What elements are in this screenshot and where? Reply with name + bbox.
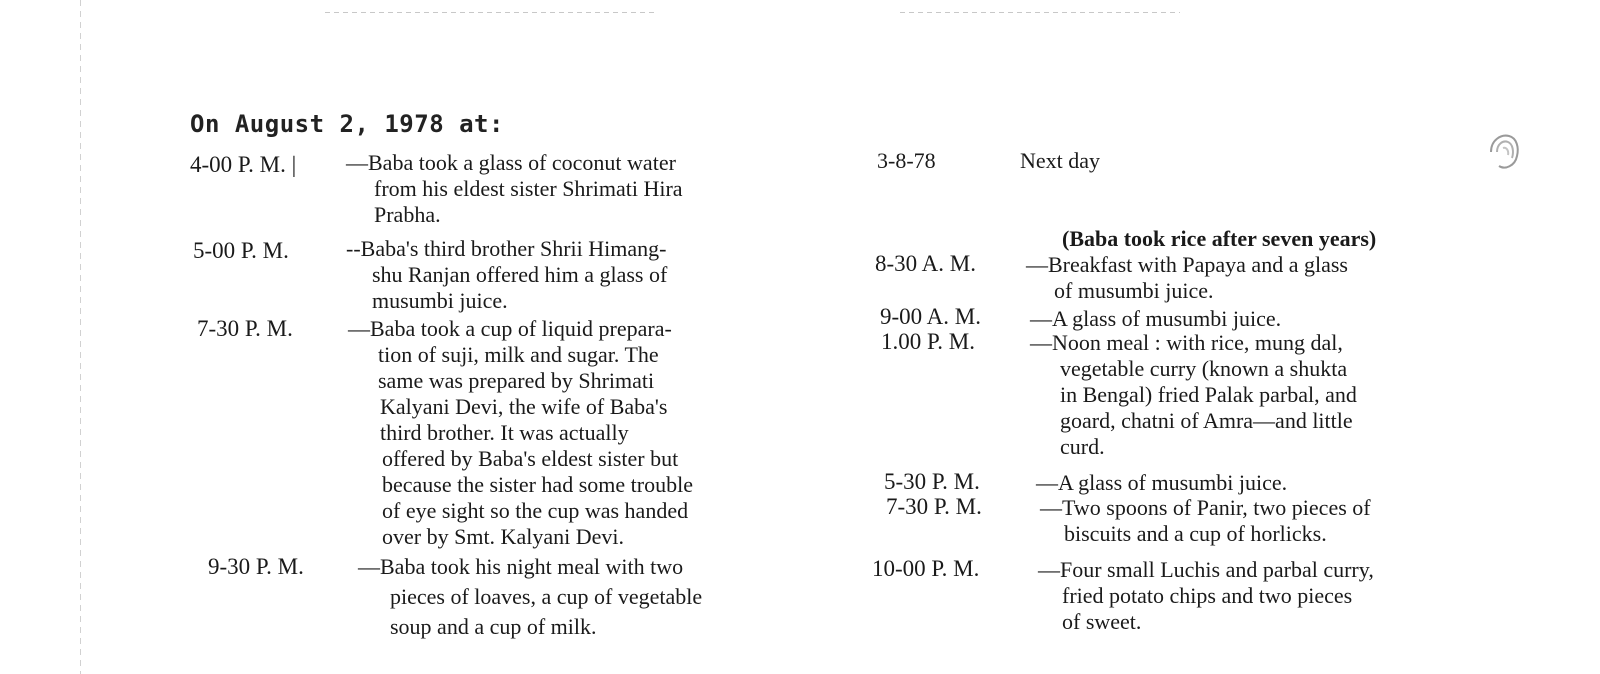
entry-line: —Breakfast with Papaya and a glass	[1026, 252, 1348, 277]
entry-line: Prabha.	[374, 202, 441, 227]
entry-line: —Baba took a glass of coconut water	[346, 150, 676, 175]
entry-text	[1030, 330, 1357, 460]
entry-line: of musumbi juice.	[1054, 278, 1214, 303]
rice-note: (Baba took rice after seven years)	[1062, 226, 1377, 251]
next-day-label: Next day	[1020, 148, 1101, 173]
entry-line: in Bengal) fried Palak parbal, and	[1060, 382, 1357, 407]
entry-line: same was prepared by Shrimati	[378, 368, 655, 393]
entry-text	[1030, 306, 1281, 332]
entry-text	[1036, 470, 1287, 496]
entry-line: —A glass of musumbi juice.	[1036, 470, 1288, 495]
entry-line: fried potato chips and two pieces	[1062, 583, 1353, 608]
entry-line: third brother. It was actually	[380, 420, 629, 445]
entry-line: —Baba took his night meal with two	[358, 554, 684, 579]
entry-line: of eye sight so the cup was handed	[382, 498, 689, 523]
entry-line: of sweet.	[1062, 609, 1142, 634]
entry-text	[358, 552, 702, 642]
entry-text	[1040, 495, 1371, 547]
entry-line: goard, chatni of Amra—and little	[1060, 408, 1353, 433]
entry-time: 5-30 P. M.	[884, 469, 980, 494]
entry-line: vegetable curry (known a shukta	[1060, 356, 1348, 381]
date-label: 3-8-78	[877, 148, 936, 173]
entry-line: —Noon meal : with rice, mung dal,	[1030, 330, 1343, 355]
scan-margin-line	[80, 0, 81, 674]
entry-time: 7-30 P. M.	[886, 494, 982, 519]
entry-time: 9-30 P. M.	[208, 554, 304, 579]
entry-line: curd.	[1060, 434, 1105, 459]
entry-line: because the sister had some trouble	[382, 472, 693, 497]
entry-time: 10-00 P. M.	[872, 556, 980, 581]
entry-time: 7-30 P. M.	[197, 316, 293, 341]
entry-line: —Baba took a cup of liquid prepara-	[348, 316, 672, 341]
entry-line: soup and a cup of milk.	[390, 614, 597, 639]
entry-line: musumbi juice.	[372, 288, 508, 313]
entry-line: tion of suji, milk and sugar. The	[378, 342, 659, 367]
punch-hole-icon	[1487, 132, 1521, 172]
scan-top-line	[900, 12, 1180, 13]
entry-line: offered by Baba's eldest sister but	[382, 446, 679, 471]
entry-line: —A glass of musumbi juice.	[1030, 306, 1282, 331]
entry-line: from his eldest sister Shrimati Hira	[374, 176, 683, 201]
entry-text	[346, 150, 683, 228]
entry-text	[1038, 557, 1374, 635]
entry-line: —Two spoons of Panir, two pieces of	[1040, 495, 1371, 520]
entry-text	[1026, 252, 1348, 304]
entry-time: 9-00 A. M.	[880, 304, 981, 329]
scan-top-line	[325, 12, 655, 13]
entry-line: Kalyani Devi, the wife of Baba's	[380, 394, 668, 419]
entry-time: 4-00 P. M. |	[190, 152, 297, 177]
entry-line: shu Ranjan offered him a glass of	[372, 262, 668, 287]
entry-text	[346, 236, 667, 314]
page-heading: On August 2, 1978 at:	[190, 110, 504, 138]
entry-line: biscuits and a cup of horlicks.	[1064, 521, 1327, 546]
entry-time: 5-00 P. M.	[193, 238, 289, 263]
entry-line: --Baba's third brother Shrii Himang-	[346, 236, 667, 261]
entry-time: 1.00 P. M.	[881, 329, 975, 354]
entry-line: over by Smt. Kalyani Devi.	[382, 524, 624, 549]
entry-time: 8-30 A. M.	[875, 251, 976, 276]
entry-line: —Four small Luchis and parbal curry,	[1038, 557, 1374, 582]
entry-line: pieces of loaves, a cup of vegetable	[390, 584, 703, 609]
entry-text	[348, 316, 693, 550]
